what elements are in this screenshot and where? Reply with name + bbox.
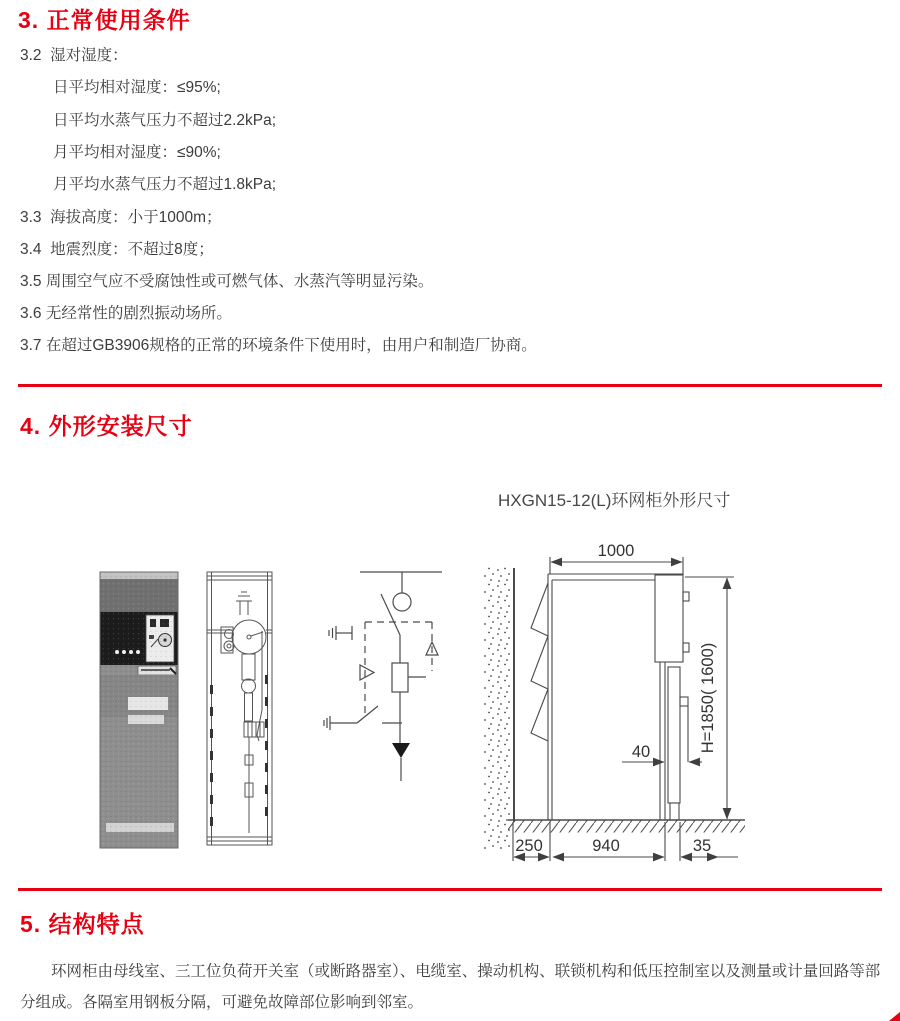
switch-blade <box>381 594 400 635</box>
ground-hatch <box>508 821 745 833</box>
cabinet-front-line <box>660 662 665 820</box>
dim-label-40: 40 <box>631 743 651 761</box>
usage-subitem-monthly-vapor: 月平均水蒸气压力不超过1.8kPa; <box>53 176 277 193</box>
cabinet-photo <box>100 572 178 848</box>
usage-item-3-5: 3.5 周围空气应不受腐蚀性或可燃气体、水蒸汽等明显污染。 <box>20 273 434 290</box>
dim-label-250: 250 <box>515 837 543 855</box>
page-corner-mark <box>889 1012 900 1021</box>
arrow-right-symbol <box>360 665 374 680</box>
earthing-switch <box>324 706 402 730</box>
dim-label-940: 940 <box>592 837 620 855</box>
section-4-heading: 4. 外形安装尺寸 <box>20 413 193 439</box>
earth-symbol-upper <box>329 626 352 640</box>
wall-texture <box>484 566 510 849</box>
dimension-drawing <box>484 542 745 861</box>
structure-paragraph: 环网柜由母线室、三工位负荷开关室（或断路器室）、电缆室、操动机构、联锁机构和低压控制室以及测量或计量回路等部分组成。各隔室用钢板分隔，可避免故障部位影响到邻室。 <box>20 963 881 1011</box>
front-top-box <box>655 575 683 662</box>
cable-terminal-symbol <box>392 743 410 758</box>
fuse-symbol <box>392 663 408 692</box>
usage-item-3-3: 3.3 海拔高度：小于1000m； <box>20 209 222 226</box>
usage-item-3-6: 3.6 无经常性的剧烈振动场所。 <box>20 305 232 322</box>
interlock-dashed-box <box>365 622 432 713</box>
rear-panel <box>668 667 680 803</box>
dim-label-height: H=1850( 1600) <box>699 642 717 754</box>
section-divider-bottom <box>18 888 882 891</box>
usage-subitem-daily-vapor: 日平均水蒸气压力不超过2.2kPa; <box>53 112 277 129</box>
section-3-heading: 3. 正常使用条件 <box>18 7 191 33</box>
cabinet-internal-drawing <box>207 572 272 845</box>
dim-label-35: 35 <box>692 837 712 855</box>
cabinet-back-line <box>548 574 552 820</box>
usage-item-3-7: 3.7 在超过GB3906规格的正常的环境条件下使用时，由用户和制造厂协商。 <box>20 337 537 354</box>
section-5-heading: 5. 结构特点 <box>20 911 145 937</box>
instrument-circle <box>393 593 411 611</box>
usage-subitem-daily-humidity: 日平均相对湿度：≤95%; <box>53 79 221 96</box>
figures-panel <box>0 535 900 885</box>
usage-item-3-2: 3.2 湿对湿度： <box>20 47 128 64</box>
zigzag-symbol <box>531 583 548 741</box>
dim-label-1000: 1000 <box>597 542 635 560</box>
figure-caption: HXGN15-12(L)环网柜外形尺寸 <box>498 491 731 510</box>
circuit-diagram <box>324 572 442 781</box>
section-divider-top <box>18 384 882 387</box>
usage-subitem-monthly-humidity: 月平均相对湿度：≤90%; <box>53 144 221 161</box>
usage-item-3-4: 3.4 地震烈度：不超过8度； <box>20 241 214 258</box>
